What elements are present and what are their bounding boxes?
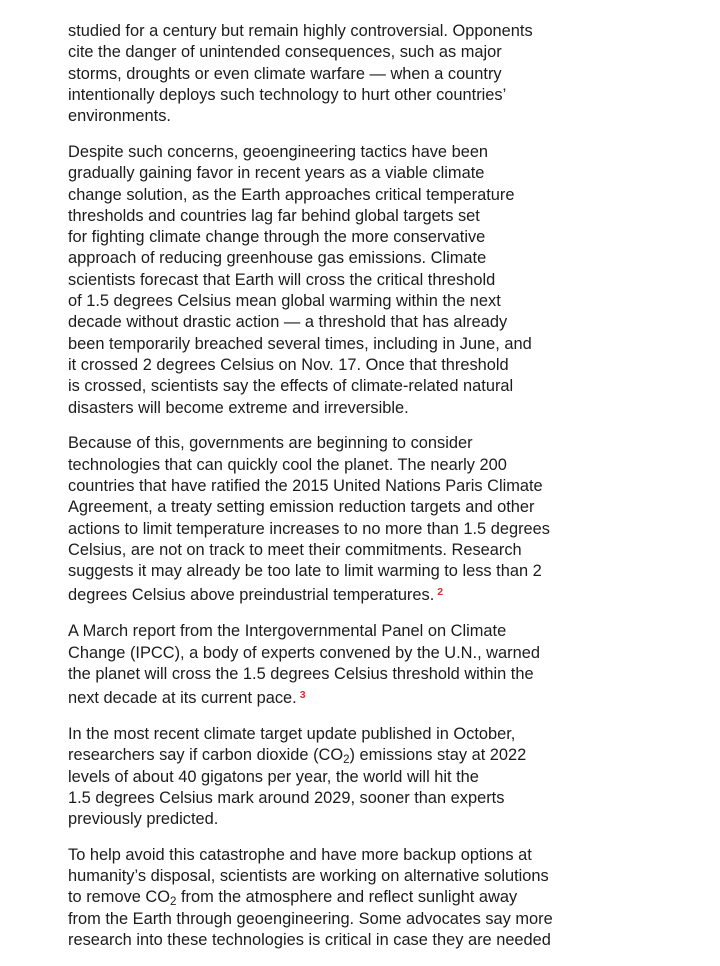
article-body: [68, 21, 608, 966]
text-line: disasters will become extreme and irreversible.: [68, 398, 409, 417]
text-fragment: ) emissions stay at 2022: [349, 746, 527, 765]
subscript: 2: [343, 754, 350, 767]
text-line: technologies that can quickly cool the planet. The nearly 200: [68, 455, 507, 474]
text-line: decade without drastic action — a threshold that has already: [68, 313, 508, 332]
text-line: the planet will cross the 1.5 degrees Celsius threshold within the: [68, 664, 534, 683]
text-line: 1.5 degrees Celsius mark around 2029, sooner than experts: [68, 788, 505, 807]
text-line: [68, 887, 608, 908]
text-line: from the Earth through geoengineering. Some advocates say more: [68, 909, 553, 928]
paragraph-geoengineering: [68, 845, 608, 951]
subscript: 2: [170, 896, 177, 909]
text-line: Change (IPCC), a body of experts convened by the U.N., warned: [68, 643, 540, 662]
text-line: To help avoid this catastrophe and have more backup options at: [68, 845, 532, 864]
text-line: approach of reducing greenhouse gas emissions. Climate: [68, 249, 487, 268]
text-line: gradually gaining favor in recent years as a viable climate: [68, 164, 485, 183]
text-line: [68, 582, 608, 606]
text-line: scientists forecast that Earth will cross the critical threshold: [68, 270, 496, 289]
paragraph-governments: [68, 433, 608, 606]
text-line: thresholds and countries lag far behind global targets set: [68, 206, 480, 225]
text-line: for fighting climate change through the more conservative: [68, 228, 486, 247]
text-line: A March report from the Intergovernmental Panel on Climate: [68, 622, 507, 641]
text-line: [68, 745, 608, 766]
text-line: Celsius, are not on track to meet their commitments. Research: [68, 540, 522, 559]
text-line: actions to limit temperature increases to no more than 1.5 degrees: [68, 519, 550, 538]
text-fragment: to remove CO: [68, 888, 171, 907]
paragraph-ipcc-report: [68, 621, 608, 709]
paragraph-gaining-favor: [68, 142, 608, 419]
text-fragment: researchers say if carbon dioxide (CO: [68, 746, 344, 765]
text-line: humanity’s disposal, scientists are working on alternative solutions: [68, 867, 549, 886]
text-fragment: from the atmosphere and reflect sunlight away: [176, 888, 518, 907]
text-fragment: degrees Celsius above preindustrial temperatures.: [68, 586, 435, 605]
text-line: [68, 685, 608, 709]
text-line: studied for a century but remain highly controversial. Opponents: [68, 22, 533, 40]
text-line: suggests it may already be too late to limit warming to less than 2: [68, 562, 542, 581]
paragraph-controversy: [68, 21, 608, 127]
text-line: countries that have ratified the 2015 United Nations Paris Climate: [68, 476, 543, 495]
paragraph-climate-target: [68, 724, 608, 830]
text-line: of 1.5 degrees Celsius mean global warming within the next: [68, 292, 501, 311]
text-line: is crossed, scientists say the effects of climate-related natural: [68, 377, 514, 396]
text-line: Despite such concerns, geoengineering tactics have been: [68, 142, 489, 161]
footnote-marker[interactable]: 3: [299, 689, 306, 702]
text-line: change solution, as the Earth approaches critical temperature: [68, 185, 515, 204]
text-line: levels of about 40 gigatons per year, the world will hit the: [68, 767, 479, 786]
text-line: research into these technologies is critical in case they are needed: [68, 931, 551, 950]
text-line: been temporarily breached several times, including in June, and: [68, 334, 532, 353]
text-line: Agreement, a treaty setting emission reduction targets and other: [68, 498, 535, 517]
footnote-marker[interactable]: 2: [437, 586, 444, 599]
text-line: intentionally deploys such technology to hurt other countries’: [68, 85, 507, 104]
text-line: cite the danger of unintended consequences, such as major: [68, 43, 502, 62]
text-line: it crossed 2 degrees Celsius on Nov. 17. Once that threshold: [68, 355, 509, 374]
text-line: Because of this, governments are beginning to consider: [68, 434, 473, 453]
text-line: storms, droughts or even climate warfare — when a country: [68, 64, 502, 83]
text-line: In the most recent climate target update published in October,: [68, 724, 516, 743]
text-line: previously predicted.: [68, 810, 219, 829]
text-fragment: next decade at its current pace.: [68, 689, 297, 708]
text-line: environments.: [68, 107, 171, 126]
